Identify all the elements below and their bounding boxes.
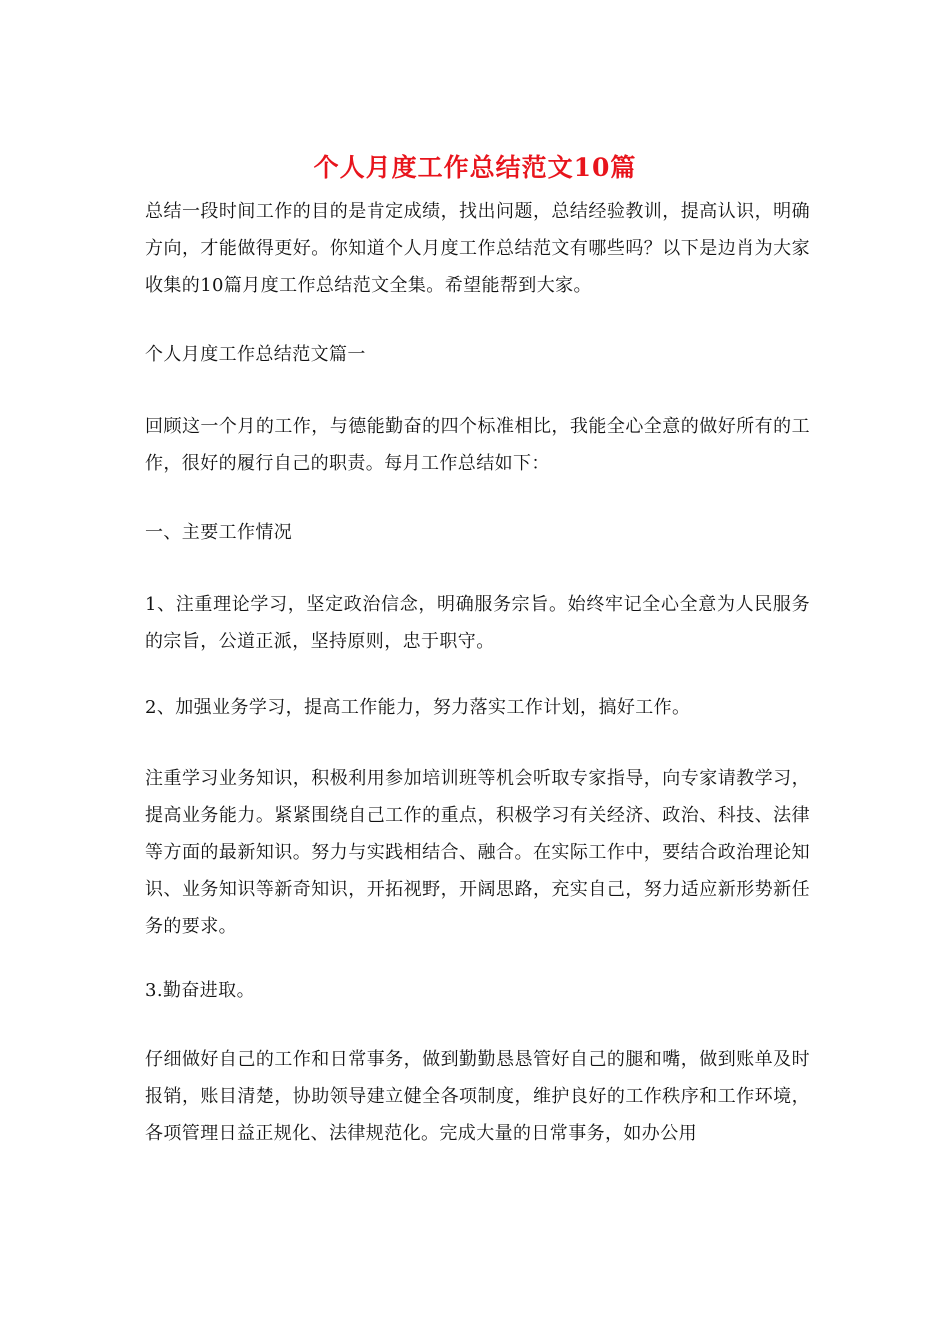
review-paragraph: 回顾这一个月的工作，与德能勤奋的四个标准相比，我能全心全意的做好所有的工作，很好的履行自己的职责。每月工作总结如下： — [145, 416, 810, 474]
intro-paragraph: 总结一段时间工作的目的是肯定成绩，找出问题，总结经验教训，提高认识，明确方向，才能做得更好。你知道个人月度工作总结范文有哪些吗？以下是边肖为大家收集的10篇月度工作总结范文全集。希望能帮到大家。 — [145, 201, 810, 296]
section-heading-article-one: 个人月度工作总结范文篇一 — [145, 344, 366, 365]
business-study-paragraph: 注重学习业务知识，积极利用参加培训班等机会听取专家指导，向专家请教学习，提高业务能力。紧紧围绕自己工作的重点，积极学习有关经济、政治、科技、法律等方面的最新知识。努力与实践相结合、融合。在实际工作中，要结合政治理论知识、业务知识等新奇知识，开拓视野，开阔思路，充实自己，努力适应新形势新任务的要求。 — [145, 768, 810, 937]
section-heading-main-work: 一、主要工作情况 — [145, 522, 293, 543]
item-3-heading: 3.勤奋进取。 — [145, 980, 255, 1001]
item-2-paragraph: 2、加强业务学习，提高工作能力，努力落实工作计划，搞好工作。 — [145, 697, 691, 718]
document-title: 个人月度工作总结范文10篇 — [313, 153, 637, 182]
item-1-paragraph: 1、注重理论学习，坚定政治信念，明确服务宗旨。始终牢记全心全意为人民服务的宗旨，公道正派，坚持原则，忠于职守。 — [145, 594, 810, 652]
daily-work-paragraph: 仔细做好自己的工作和日常事务，做到勤勤恳恳管好自己的腿和嘴，做到账单及时报销，账目清楚，协助领导建立健全各项制度，维护良好的工作秩序和工作环境，各项管理日益正规化、法律规范化。完成大量的日常事务，如办公用 — [145, 1049, 810, 1144]
